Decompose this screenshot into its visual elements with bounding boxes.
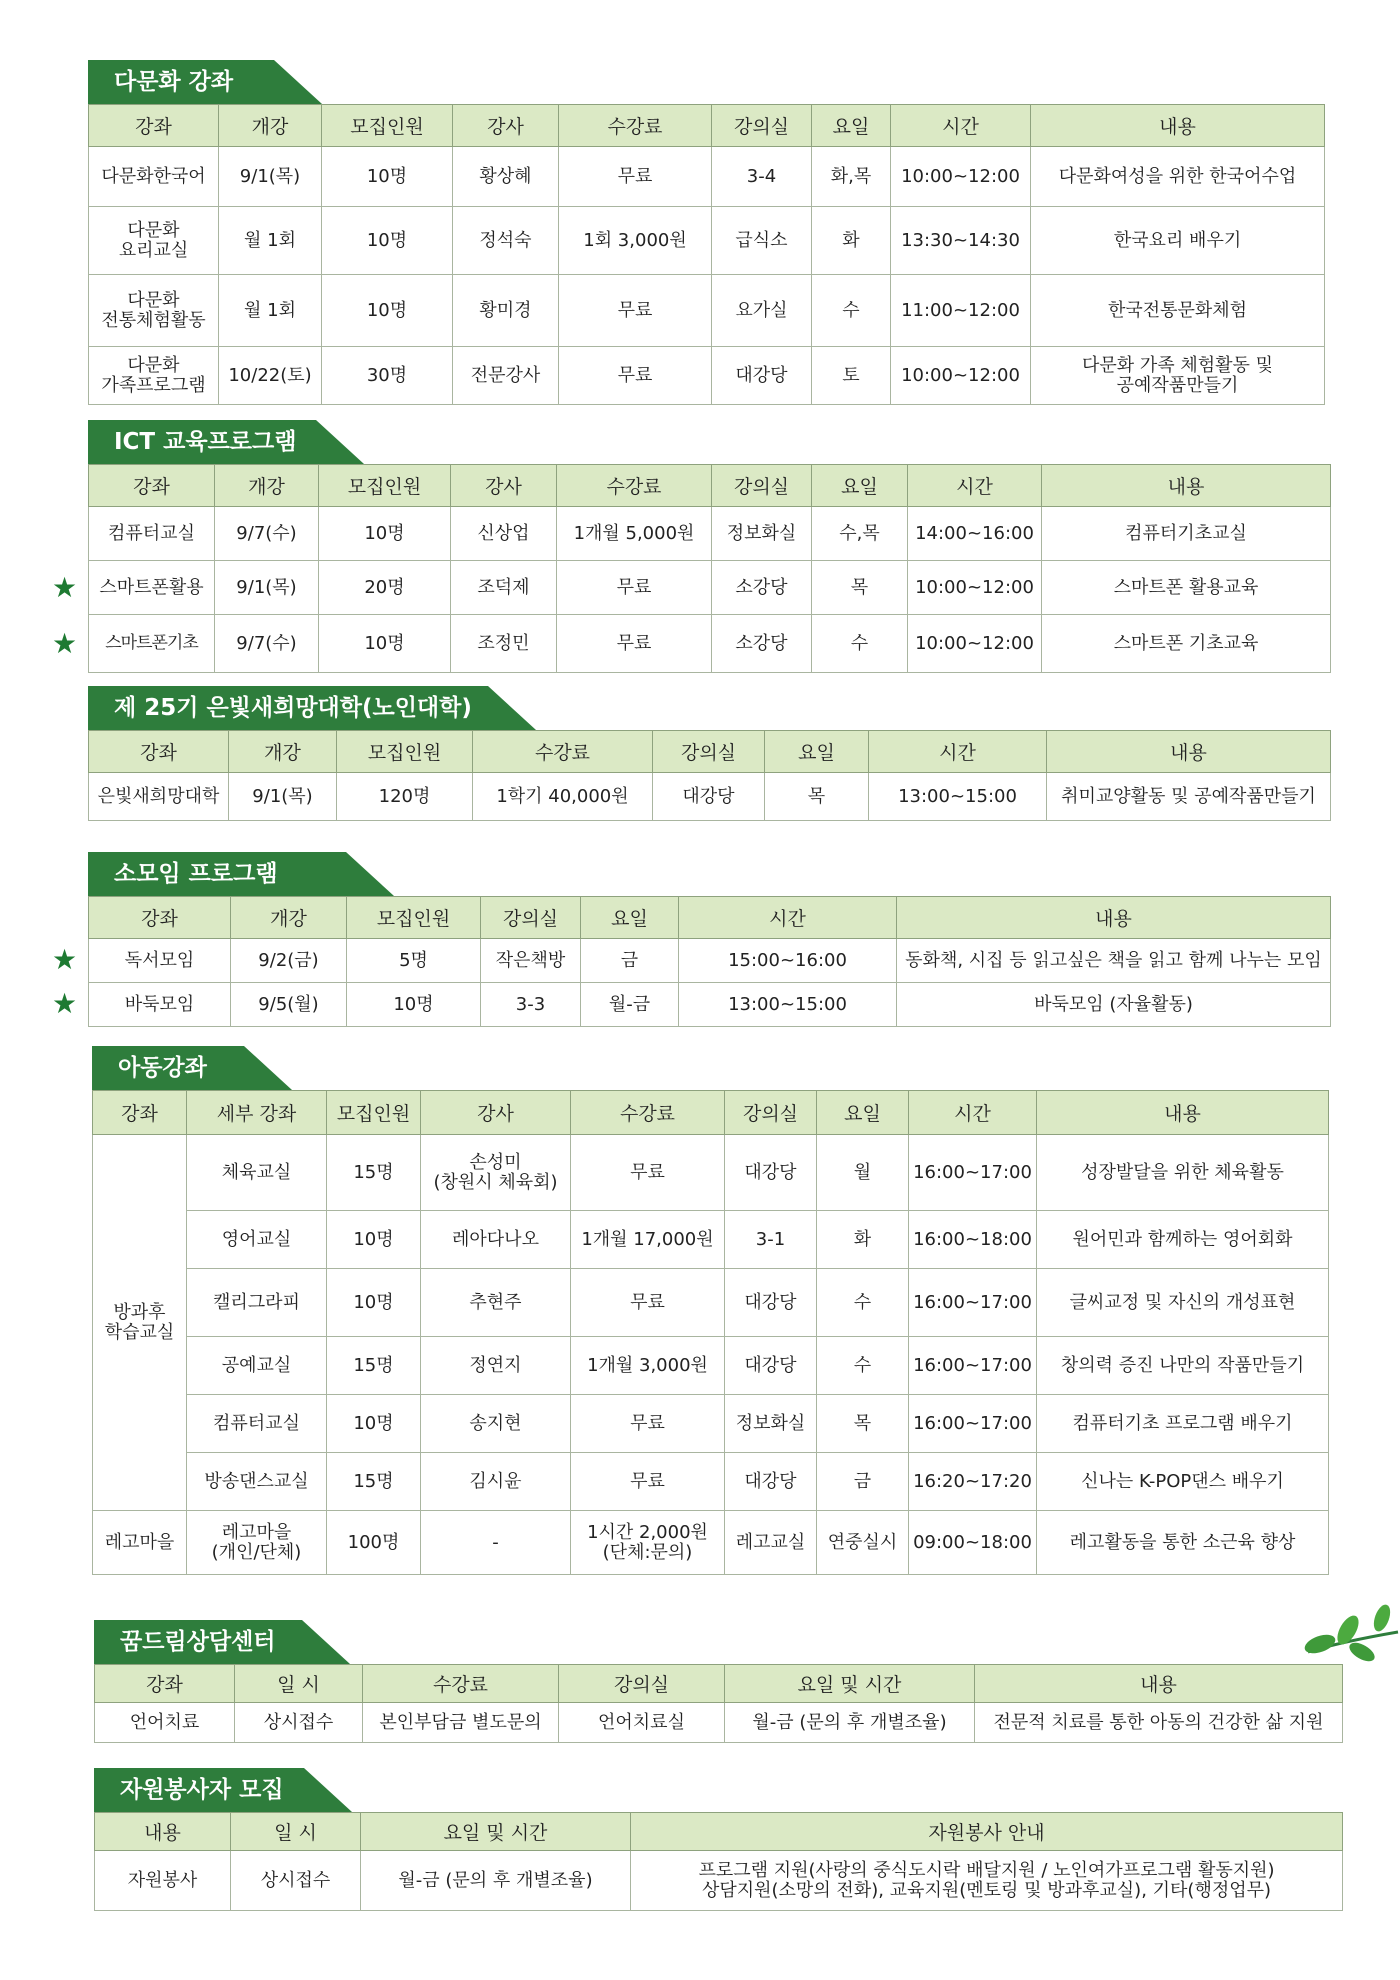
- column-header: 시간: [909, 1091, 1037, 1135]
- table-cell: 월-금 (문의 후 개별조율): [361, 1851, 631, 1911]
- table-cell: 컴퓨터교실: [89, 507, 215, 561]
- table-cell: 1개월 5,000원: [557, 507, 712, 561]
- table-cell: 15명: [327, 1453, 421, 1511]
- column-header: 수강료: [559, 105, 712, 147]
- table-cell: 스마트폰 기초교육: [1042, 615, 1331, 673]
- column-header: 내용: [897, 897, 1331, 939]
- counsel-section: [94, 1620, 1342, 1743]
- column-header: 강사: [451, 465, 557, 507]
- table-cell: 레고마을: [93, 1511, 187, 1575]
- table-cell: 11:00~12:00: [891, 275, 1031, 347]
- column-header: 수강료: [557, 465, 712, 507]
- table-cell: 15명: [327, 1337, 421, 1395]
- table-cell: 3-1: [725, 1211, 817, 1269]
- column-header: 수강료: [363, 1665, 559, 1703]
- section-title: 소모임 프로그램: [88, 852, 346, 896]
- table-cell: 목: [765, 773, 869, 821]
- table-row: [89, 207, 1325, 275]
- table-cell: 16:00~18:00: [909, 1211, 1037, 1269]
- table-cell: 수: [812, 615, 908, 673]
- table-cell: 스마트폰 활용교육: [1042, 561, 1331, 615]
- table-row: [89, 773, 1331, 821]
- table-cell: 1학기 40,000원: [473, 773, 653, 821]
- column-header: 강의실: [725, 1091, 817, 1135]
- column-header: 강좌: [89, 731, 229, 773]
- table-cell: 전문적 치료를 통한 아동의 건강한 삶 지원: [975, 1703, 1343, 1743]
- table-cell: 금: [817, 1453, 909, 1511]
- counsel-table: [94, 1664, 1343, 1743]
- table-cell: 토: [812, 347, 891, 405]
- table-cell: 본인부담금 별도문의: [363, 1703, 559, 1743]
- table-header-row: [89, 465, 1331, 507]
- column-header: 모집인원: [322, 105, 453, 147]
- table-cell: 월 1회: [219, 207, 322, 275]
- table-cell: 대강당: [712, 347, 812, 405]
- table-cell: 한국전통문화체험: [1031, 275, 1325, 347]
- children-table: [92, 1090, 1329, 1575]
- table-cell: 10명: [347, 983, 481, 1027]
- table-cell: 16:20~17:20: [909, 1453, 1037, 1511]
- multicultural-section: [88, 60, 1324, 405]
- table-cell: 공예교실: [187, 1337, 327, 1395]
- table-cell: 프로그램 지원(사랑의 중식도시락 배달지원 / 노인여가프로그램 활동지원) 상담지원(소망의 전화), 교육지원(멘토링 및 방과후교실), 기타(행정업무): [631, 1851, 1343, 1911]
- table-row: [93, 1269, 1329, 1337]
- volunteer-table: [94, 1812, 1343, 1911]
- table-cell: 대강당: [653, 773, 765, 821]
- table-cell: 16:00~17:00: [909, 1337, 1037, 1395]
- table-cell: 취미교양활동 및 공예작품만들기: [1047, 773, 1331, 821]
- table-cell: 대강당: [725, 1269, 817, 1337]
- column-header: 강좌: [95, 1665, 235, 1703]
- column-header: 내용: [1042, 465, 1331, 507]
- table-cell: 독서모임: [89, 939, 231, 983]
- table-cell: 1개월 17,000원: [571, 1211, 725, 1269]
- table-row: [93, 1511, 1329, 1575]
- table-cell: 은빛새희망대학: [89, 773, 229, 821]
- table-cell: 3-3: [481, 983, 581, 1027]
- table-cell: 9/2(금): [231, 939, 347, 983]
- table-row: [89, 507, 1331, 561]
- column-header: 내용: [1047, 731, 1331, 773]
- table-cell: 월: [817, 1135, 909, 1211]
- column-header: 요일 및 시간: [361, 1813, 631, 1851]
- column-header: 요일: [812, 105, 891, 147]
- table-cell: 대강당: [725, 1135, 817, 1211]
- column-header: 시간: [679, 897, 897, 939]
- table-cell: 수: [817, 1269, 909, 1337]
- star-icon: ★: [52, 627, 78, 660]
- multicultural-table: [88, 104, 1325, 405]
- table-cell: 방과후 학습교실: [93, 1135, 187, 1511]
- table-row: [89, 983, 1331, 1027]
- table-header-row: [95, 1813, 1343, 1851]
- table-cell: 무료: [559, 147, 712, 207]
- table-cell: 체육교실: [187, 1135, 327, 1211]
- table-cell: 무료: [559, 275, 712, 347]
- column-header: 강좌: [93, 1091, 187, 1135]
- table-cell: 상시접수: [231, 1851, 361, 1911]
- table-cell: 1시간 2,000원 (단체:문의): [571, 1511, 725, 1575]
- table-cell: 다문화 요리교실: [89, 207, 219, 275]
- table-cell: 황상혜: [453, 147, 559, 207]
- table-cell: 손성미 (창원시 체육회): [421, 1135, 571, 1211]
- table-cell: 성장발달을 위한 체육활동: [1037, 1135, 1329, 1211]
- table-cell: 언어치료: [95, 1703, 235, 1743]
- table-cell: 레고교실: [725, 1511, 817, 1575]
- table-cell: 김시윤: [421, 1453, 571, 1511]
- star-icon: ★: [52, 943, 78, 976]
- table-cell: 자원봉사: [95, 1851, 231, 1911]
- table-cell: 10명: [327, 1269, 421, 1337]
- table-cell: 무료: [571, 1269, 725, 1337]
- table-cell: 10명: [319, 615, 451, 673]
- table-cell: 정연지: [421, 1337, 571, 1395]
- column-header: 요일: [581, 897, 679, 939]
- table-cell: 다문화한국어: [89, 147, 219, 207]
- table-cell: 수: [817, 1337, 909, 1395]
- table-cell: 바둑모임: [89, 983, 231, 1027]
- table-cell: 09:00~18:00: [909, 1511, 1037, 1575]
- table-row: [95, 1703, 1343, 1743]
- table-cell: 10:00~12:00: [908, 615, 1042, 673]
- table-cell: 무료: [557, 615, 712, 673]
- section-title: 제 25기 은빛새희망대학(노인대학): [88, 686, 488, 730]
- column-header: 내용: [975, 1665, 1343, 1703]
- table-cell: 무료: [557, 561, 712, 615]
- table-cell: 무료: [571, 1395, 725, 1453]
- table-cell: 상시접수: [235, 1703, 363, 1743]
- table-cell: 10:00~12:00: [908, 561, 1042, 615]
- table-cell: 9/7(수): [215, 615, 319, 673]
- column-header: 수강료: [473, 731, 653, 773]
- table-cell: 10/22(토): [219, 347, 322, 405]
- column-header: 강의실: [712, 105, 812, 147]
- table-cell: 다문화여성을 위한 한국어수업: [1031, 147, 1325, 207]
- column-header: 강사: [453, 105, 559, 147]
- table-cell: 글씨교정 및 자신의 개성표현: [1037, 1269, 1329, 1337]
- column-header: 세부 강좌: [187, 1091, 327, 1135]
- table-cell: 창의력 증진 나만의 작품만들기: [1037, 1337, 1329, 1395]
- table-cell: 원어민과 함께하는 영어회화: [1037, 1211, 1329, 1269]
- table-cell: 무료: [571, 1453, 725, 1511]
- table-cell: 스마트폰기초: [89, 615, 215, 673]
- table-cell: 정보화실: [712, 507, 812, 561]
- table-cell: 소강당: [712, 615, 812, 673]
- column-header: 모집인원: [337, 731, 473, 773]
- table-cell: 무료: [559, 347, 712, 405]
- column-header: 강의실: [481, 897, 581, 939]
- table-cell: 대강당: [725, 1453, 817, 1511]
- table-cell: 월-금: [581, 983, 679, 1027]
- table-cell: 영어교실: [187, 1211, 327, 1269]
- table-cell: 레아다나오: [421, 1211, 571, 1269]
- table-cell: 다문화 가족 체험활동 및 공예작품만들기: [1031, 347, 1325, 405]
- table-cell: 10명: [327, 1395, 421, 1453]
- column-header: 시간: [908, 465, 1042, 507]
- table-cell: 9/1(목): [215, 561, 319, 615]
- senior-table: [88, 730, 1331, 821]
- table-row: [89, 561, 1331, 615]
- column-header: 일 시: [231, 1813, 361, 1851]
- column-header: 강좌: [89, 897, 231, 939]
- table-cell: 컴퓨터기초교실: [1042, 507, 1331, 561]
- table-cell: 조정민: [451, 615, 557, 673]
- table-header-row: [89, 105, 1325, 147]
- table-cell: 언어치료실: [559, 1703, 725, 1743]
- star-icon: ★: [52, 571, 78, 604]
- column-header: 강의실: [653, 731, 765, 773]
- table-cell: 정석숙: [453, 207, 559, 275]
- table-cell: 10명: [327, 1211, 421, 1269]
- table-cell: 16:00~17:00: [909, 1135, 1037, 1211]
- leaf-decoration-icon: [1300, 1602, 1400, 1672]
- table-cell: 소강당: [712, 561, 812, 615]
- table-cell: 9/1(목): [229, 773, 337, 821]
- section-title: 다문화 강좌: [88, 60, 274, 104]
- ict-table: [88, 464, 1331, 673]
- section-title: 자원봉사자 모집: [94, 1768, 304, 1812]
- column-header: 요일: [765, 731, 869, 773]
- table-header-row: [89, 897, 1331, 939]
- table-cell: 16:00~17:00: [909, 1395, 1037, 1453]
- table-cell: 120명: [337, 773, 473, 821]
- table-row: [93, 1395, 1329, 1453]
- column-header: 시간: [891, 105, 1031, 147]
- table-cell: 목: [817, 1395, 909, 1453]
- table-cell: 레고마을 (개인/단체): [187, 1511, 327, 1575]
- column-header: 강사: [421, 1091, 571, 1135]
- table-row: [93, 1135, 1329, 1211]
- table-cell: 1개월 3,000원: [571, 1337, 725, 1395]
- volunteer-section: [94, 1768, 1342, 1911]
- table-cell: 한국요리 배우기: [1031, 207, 1325, 275]
- table-cell: 급식소: [712, 207, 812, 275]
- table-cell: 월-금 (문의 후 개별조율): [725, 1703, 975, 1743]
- column-header: 자원봉사 안내: [631, 1813, 1343, 1851]
- column-header: 요일: [817, 1091, 909, 1135]
- column-header: 개강: [215, 465, 319, 507]
- table-row: [93, 1211, 1329, 1269]
- senior-section: [88, 686, 1330, 821]
- column-header: 요일: [812, 465, 908, 507]
- column-header: 일 시: [235, 1665, 363, 1703]
- table-cell: 화: [812, 207, 891, 275]
- table-cell: 10명: [322, 207, 453, 275]
- table-cell: 추현주: [421, 1269, 571, 1337]
- club-section: [88, 852, 1330, 1027]
- table-cell: 무료: [571, 1135, 725, 1211]
- table-row: [89, 347, 1325, 405]
- column-header: 모집인원: [319, 465, 451, 507]
- table-cell: 수,목: [812, 507, 908, 561]
- club-table: [88, 896, 1331, 1027]
- table-cell: 13:30~14:30: [891, 207, 1031, 275]
- table-cell: 16:00~17:00: [909, 1269, 1037, 1337]
- table-row: [93, 1453, 1329, 1511]
- table-cell: 조덕제: [451, 561, 557, 615]
- column-header: 개강: [231, 897, 347, 939]
- column-header: 개강: [229, 731, 337, 773]
- column-header: 강의실: [712, 465, 812, 507]
- table-cell: 컴퓨터기초 프로그램 배우기: [1037, 1395, 1329, 1453]
- table-cell: 방송댄스교실: [187, 1453, 327, 1511]
- table-cell: 수: [812, 275, 891, 347]
- column-header: 강좌: [89, 465, 215, 507]
- table-cell: 캘리그라피: [187, 1269, 327, 1337]
- table-cell: 30명: [322, 347, 453, 405]
- table-cell: 동화책, 시집 등 읽고싶은 책을 읽고 함께 나누는 모임: [897, 939, 1331, 983]
- column-header: 내용: [1031, 105, 1325, 147]
- table-cell: 금: [581, 939, 679, 983]
- table-cell: 연중실시: [817, 1511, 909, 1575]
- column-header: 개강: [219, 105, 322, 147]
- table-cell: 목: [812, 561, 908, 615]
- table-cell: 10:00~12:00: [891, 147, 1031, 207]
- ict-section: [88, 420, 1330, 673]
- table-cell: 작은책방: [481, 939, 581, 983]
- table-cell: 다문화 가족프로그램: [89, 347, 219, 405]
- table-cell: 3-4: [712, 147, 812, 207]
- table-cell: 13:00~15:00: [869, 773, 1047, 821]
- table-cell: 5명: [347, 939, 481, 983]
- table-row: [89, 939, 1331, 983]
- table-cell: 월 1회: [219, 275, 322, 347]
- table-cell: 9/5(월): [231, 983, 347, 1027]
- column-header: 시간: [869, 731, 1047, 773]
- section-title: ICT 교육프로그램: [88, 420, 316, 464]
- column-header: 내용: [95, 1813, 231, 1851]
- table-cell: 대강당: [725, 1337, 817, 1395]
- table-cell: 10명: [322, 147, 453, 207]
- table-cell: 레고활동을 통한 소근육 향상: [1037, 1511, 1329, 1575]
- table-cell: 10:00~12:00: [891, 347, 1031, 405]
- table-cell: 황미경: [453, 275, 559, 347]
- table-cell: 9/7(수): [215, 507, 319, 561]
- column-header: 내용: [1037, 1091, 1329, 1135]
- table-cell: 13:00~15:00: [679, 983, 897, 1027]
- table-cell: 요가실: [712, 275, 812, 347]
- column-header: 강좌: [89, 105, 219, 147]
- column-header: 요일 및 시간: [725, 1665, 975, 1703]
- table-cell: 14:00~16:00: [908, 507, 1042, 561]
- column-header: 모집인원: [347, 897, 481, 939]
- table-cell: 15명: [327, 1135, 421, 1211]
- column-header: 모집인원: [327, 1091, 421, 1135]
- table-cell: 정보화실: [725, 1395, 817, 1453]
- table-cell: 스마트폰활용: [89, 561, 215, 615]
- table-header-row: [89, 731, 1331, 773]
- table-header-row: [93, 1091, 1329, 1135]
- table-cell: 컴퓨터교실: [187, 1395, 327, 1453]
- table-row: [89, 147, 1325, 207]
- table-cell: 신상업: [451, 507, 557, 561]
- table-header-row: [95, 1665, 1343, 1703]
- table-cell: 10명: [319, 507, 451, 561]
- column-header: 수강료: [571, 1091, 725, 1135]
- table-cell: 1회 3,000원: [559, 207, 712, 275]
- section-title: 아동강좌: [92, 1046, 244, 1090]
- table-cell: 10명: [322, 275, 453, 347]
- table-row: [89, 275, 1325, 347]
- table-cell: 다문화 전통체험활동: [89, 275, 219, 347]
- children-section: [92, 1046, 1328, 1575]
- table-cell: -: [421, 1511, 571, 1575]
- column-header: 강의실: [559, 1665, 725, 1703]
- section-title: 꿈드림상담센터: [94, 1620, 302, 1664]
- table-row: [89, 615, 1331, 673]
- table-row: [95, 1851, 1343, 1911]
- table-cell: 화: [817, 1211, 909, 1269]
- table-cell: 20명: [319, 561, 451, 615]
- table-cell: 전문강사: [453, 347, 559, 405]
- star-icon: ★: [52, 987, 78, 1020]
- table-cell: 15:00~16:00: [679, 939, 897, 983]
- table-cell: 9/1(목): [219, 147, 322, 207]
- table-cell: 바둑모임 (자율활동): [897, 983, 1331, 1027]
- table-cell: 화,목: [812, 147, 891, 207]
- table-cell: 신나는 K-POP댄스 배우기: [1037, 1453, 1329, 1511]
- table-cell: 100명: [327, 1511, 421, 1575]
- table-cell: 송지현: [421, 1395, 571, 1453]
- table-row: [93, 1337, 1329, 1395]
